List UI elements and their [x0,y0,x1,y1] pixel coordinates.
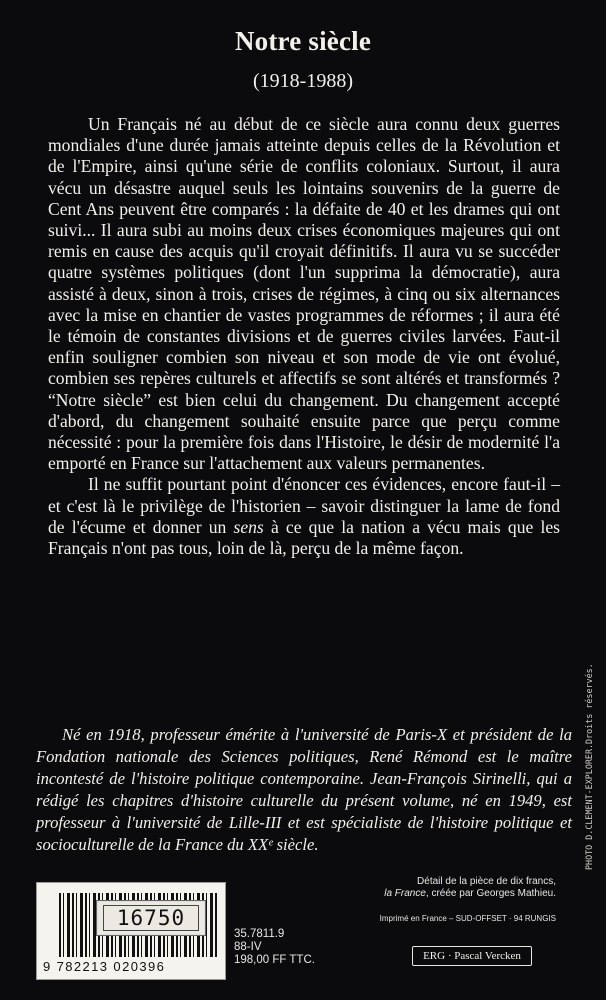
blurb [48,114,560,559]
blurb-text-a: Il ne suffit pourtant point d'énoncer ces évidences, encore faut-il – et c'est là le privilège de l'historien – savoir distinguer la lame de fond de l'écume et donner un [48,474,560,537]
caption-italic: la France [384,888,426,899]
blurb-paragraph-1: Un Français né au début de ce siècle aura connu deux guerres mondiales d'une durée jamais atteinte depuis celles de la Révolution et de l'Empire, ainsi qu'une série de conflits coloniaux. Surtout, il aura vécu un désastre auquel seuls les lointains souvenirs de la guerre de Cent Ans peuvent être comparés : la défaite de 40 et les drames qui ont suivi... Il aura subi au moins deux crises économiques majeures qui ont remis en cause des acquis qu'il croyait définitifs. Il aura vu se succéder quatre systèmes politiques (dont l'un supprima la démocratie), aura assisté à deux, sinon à trois, crises de régimes, à cinq ou six alternances avec la mise en chantier de vastes programmes de réformes ; il aura été le témoin de constantes divisions et de guerres civiles larvées. Faut-il enfin souligner combien son niveau et son mode de vie ont évolué, combien ses repères culturels et affectifs se sont altérés et transformés ? “Notre siècle” est bien celui du changement. Du changement accepté d'abord, du changement souhaité ensuite parce que perçu comme nécessité : pour la première fois dans l'Histoire, le désir de modernité l'a emporté en France sur l'attachement aux valeurs permanentes. [48,114,560,474]
blurb-emphasis: sens [233,516,264,537]
designer-credit: ERG · Pascal Vercken [412,946,532,966]
caption-line-1: Détail de la pièce de dix francs, [417,876,556,887]
caption-line-2 [384,888,556,900]
author-bio-text: Né en 1918, professeur émérite à l'université de Paris-X et président de la Fondation nationale des Sciences politiques, René Rémond est le maître incontesté de l'histoire politique contemporaine. Jean-François Sirinelli, qui a rédigé les chapitres d'histoire culturelle du présent volume, né en 1949, est professeur à l'université de Lille-III et est spécialiste de l'histoire politique et socioculturelle de la France du XXᵉ siècle. [36,725,572,854]
caption-rest: , créée par Georges Mathieu. [425,888,556,899]
book-title: Notre siècle [234,26,372,56]
blurb-text-b: à ce que la nation a vécu mais que les Français n'ont pas tous, loin de là, perçu de la même façon. [48,516,561,559]
blurb-paragraph-2 [48,474,560,559]
library-sticker [96,900,206,936]
price-edition: 88-IV [234,941,262,953]
photo-credit: PHOTO D.CLEMENT-EXPLORER.Droits réservés. [584,663,594,870]
price-info [234,928,315,967]
sticker-number: 16750 [103,905,199,931]
author-bio [36,724,572,856]
price-amount: 198,00 FF TTC. [234,954,315,966]
book-subtitle: (1918-1988) [253,70,353,92]
printer-line: Imprimé en France – SUD-OFFSET · 94 RUNGIS [379,914,556,923]
barcode-number: 9 782213 020396 [43,959,166,974]
cover-caption [384,876,556,900]
price-code: 35.7811.9 [234,928,285,940]
